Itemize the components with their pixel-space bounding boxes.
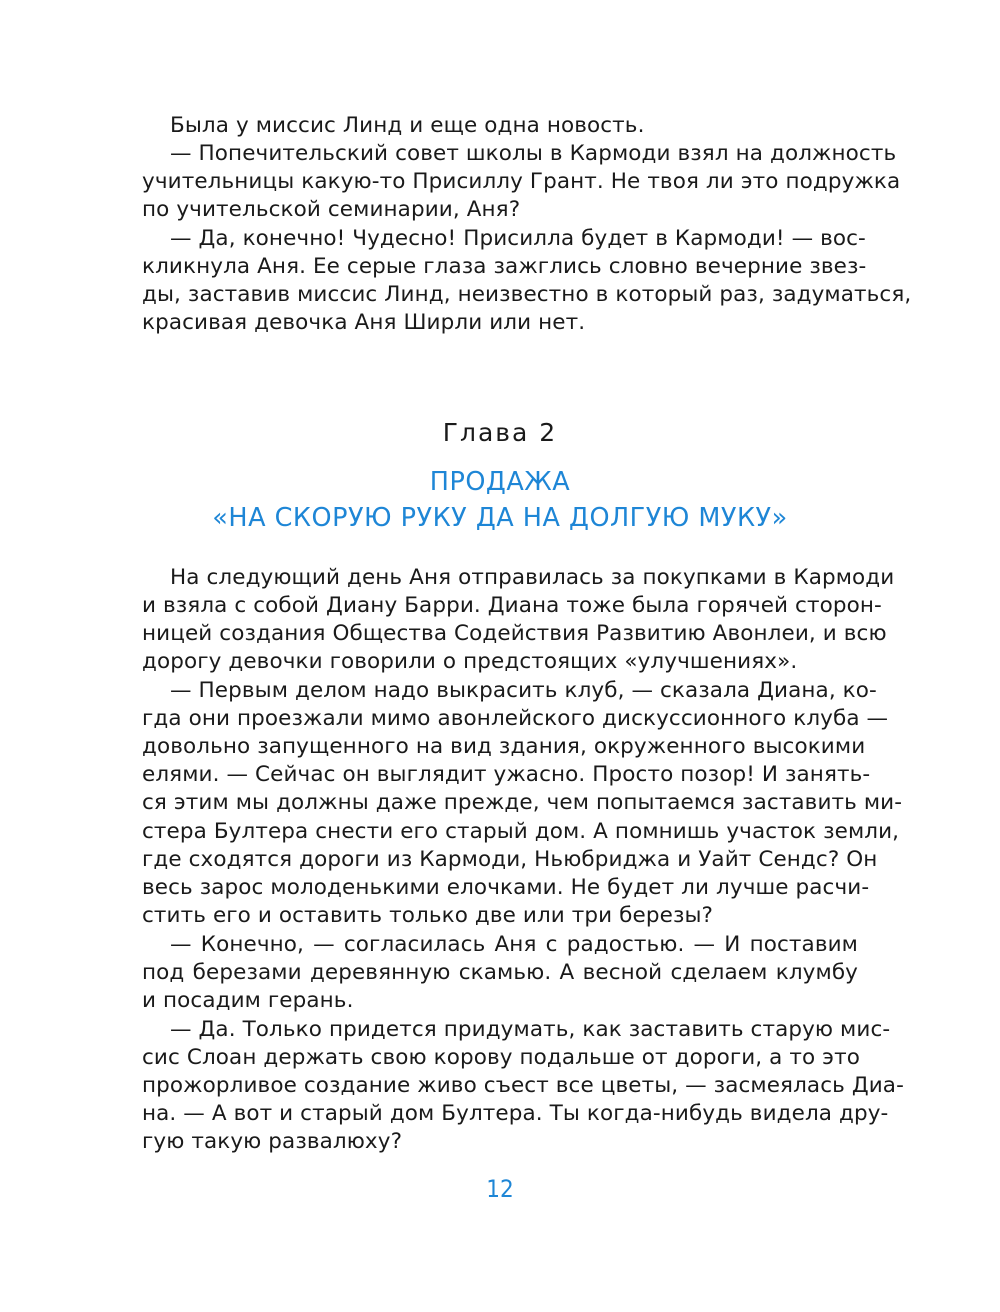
paragraph-line: сис Слоан держать свою корову подальше от дороги, а то это	[142, 1045, 860, 1070]
paragraph-line: — Первым делом надо выкрасить клуб, — сказала Диана, ко-	[170, 678, 877, 703]
paragraph-line: — Да, конечно! Чудесно! Присилла будет в Кармоди! — вос-	[170, 226, 866, 251]
paragraph-line: — Да. Только придется придумать, как заставить старую мис-	[170, 1017, 891, 1042]
paragraph-line: ницей создания Общества Содействия Развитию Авонлеи, и всю	[142, 621, 887, 646]
paragraph-line: гда они проезжали мимо авонлейского дискуссионного клуба —	[142, 706, 889, 731]
paragraph-line: под березами деревянную скамью. А весной сделаем клумбу	[142, 960, 858, 985]
page-number: 12	[486, 1175, 514, 1203]
chapter-label: Глава 2	[442, 418, 558, 447]
paragraph-line: кликнула Аня. Ее серые глаза зажглись словно вечерние звез-	[142, 254, 867, 279]
paragraph-line: — Попечительский совет школы в Кармоди взял на должность	[170, 141, 897, 166]
paragraph-line: довольно запущенного на вид здания, окруженного высокими	[142, 734, 866, 759]
paragraph-line: и взяла с собой Диану Барри. Диана тоже была горячей сторон-	[142, 593, 882, 618]
paragraph-line: стера Бултера снести его старый дом. А помнишь участок земли,	[142, 819, 900, 844]
paragraph-line: ды, заставив миссис Линд, неизвестно в который раз, задуматься,	[142, 282, 912, 307]
paragraph-line: красивая девочка Аня Ширли или нет.	[142, 310, 586, 335]
paragraph-line: и посадим герань.	[142, 988, 354, 1013]
paragraph-line: учительницы какую-то Присиллу Грант. Не твоя ли это подружка	[142, 169, 901, 194]
paragraph-line: весь зарос молоденькими елочками. Не будет ли лучше расчи-	[142, 875, 870, 900]
paragraph-line: прожорливое создание живо съест все цветы, — засмеялась Диа-	[142, 1073, 904, 1098]
paragraph-line: На следующий день Аня отправилась за покупками в Кармоди	[170, 565, 895, 590]
paragraph-line: ся этим мы должны даже прежде, чем попытаемся заставить ми-	[142, 790, 903, 815]
chapter-title-line-2: «НА СКОРУЮ РУКУ ДА НА ДОЛГУЮ МУКУ»	[212, 503, 788, 533]
paragraph-line: по учительской семинарии, Аня?	[142, 197, 521, 222]
paragraph-line: на. — А вот и старый дом Бултера. Ты когда-нибудь видела дру-	[142, 1101, 889, 1126]
paragraph-line: где сходятся дороги из Кармоди, Ньюбриджа и Уайт Сендс? Он	[142, 847, 878, 872]
book-page	[142, 0, 912, 1312]
paragraph-line: — Конечно, — согласилась Аня с радостью. — И поставим	[170, 932, 858, 957]
paragraph-line: дорогу девочки говорили о предстоящих «улучшениях».	[142, 649, 798, 674]
paragraph-line: Была у миссис Линд и еще одна новость.	[170, 113, 645, 138]
paragraph-line: елями. — Сейчас он выглядит ужасно. Просто позор! И занять-	[142, 762, 871, 787]
paragraph-line: стить его и оставить только две или три березы?	[142, 903, 714, 928]
chapter-title-line-1: ПРОДАЖА	[429, 467, 571, 497]
paragraph-line: гую такую развалюху?	[142, 1129, 403, 1154]
